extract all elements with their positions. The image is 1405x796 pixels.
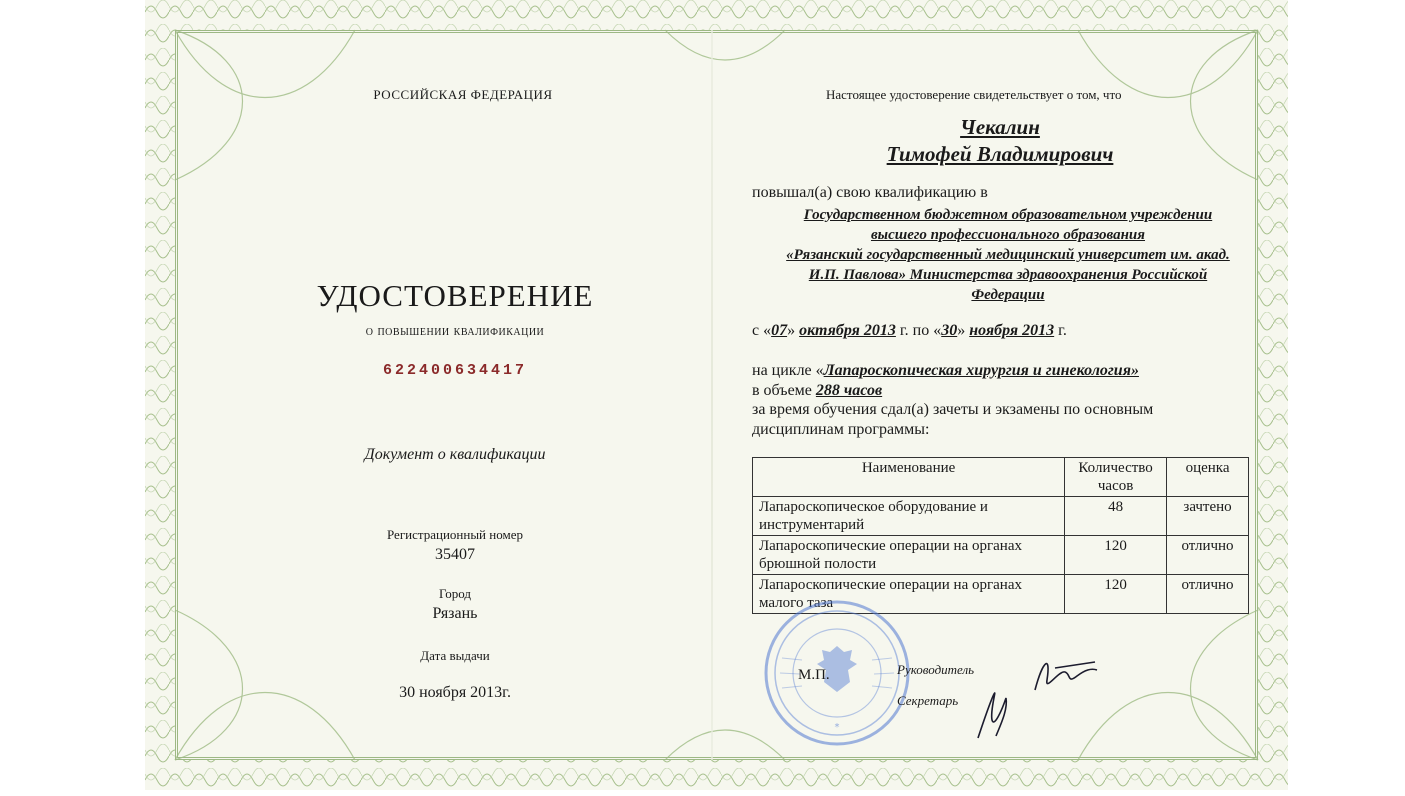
signature-secretary-icon: [970, 680, 1025, 745]
discipline-hours: 48: [1065, 497, 1167, 536]
discipline-grade: зачтено: [1167, 497, 1249, 536]
volume-prefix: в объеме: [752, 382, 812, 399]
volume-value: 288 часов: [815, 382, 883, 399]
document-title: УДОСТОВЕРЕНИЕ: [316, 278, 594, 313]
table-header: Количество часов: [1065, 458, 1167, 497]
secretary-label: Секретарь: [897, 693, 959, 708]
cycle-line: [752, 362, 1139, 380]
head-label: Руководитель: [897, 662, 975, 677]
discipline-grade: отлично: [1167, 536, 1249, 575]
discipline-hours: 120: [1065, 575, 1167, 614]
period-to-month-year: ноября 2013: [969, 322, 1055, 339]
qualification-text: повышал(а) свою квалификацию в: [752, 184, 988, 201]
period-from-prefix: с «: [752, 322, 772, 339]
discipline-name: Лапароскопическое оборудование и инструментарий: [753, 497, 1065, 536]
svg-text:*: *: [834, 722, 840, 733]
intro-text: Настоящее удостоверение свидетельствует о том, что: [826, 87, 1122, 102]
institution-block: [748, 205, 1268, 305]
table-header: Наименование: [753, 458, 1065, 497]
stamp-seal-icon: [762, 598, 912, 748]
table-row: [753, 536, 1249, 575]
discipline-hours: 120: [1065, 536, 1167, 575]
issue-date-label: Дата выдачи: [420, 648, 490, 663]
discipline-grade: отлично: [1167, 575, 1249, 614]
institution-line: высшего профессионального образования: [870, 227, 1146, 243]
cycle-name: Лапароскопическая хирургия и гинекология»: [823, 362, 1139, 379]
period-middle: г. по «: [899, 322, 942, 339]
table-row: [753, 497, 1249, 536]
exams-line-1: за время обучения сдал(а) зачеты и экзамены по основным: [752, 401, 1154, 418]
mp-label: М.П.: [798, 667, 830, 683]
study-period: [752, 322, 1067, 340]
certificate: [145, 0, 1288, 790]
period-from-month-year: октября 2013: [799, 322, 896, 339]
discipline-name: Лапароскопические операции на органах малого таза: [753, 575, 1065, 614]
institution-line: И.П. Павлова» Министерства здравоохранения Российской: [808, 267, 1208, 283]
institution-line: «Рязанский государственный медицинский университет им. акад.: [786, 247, 1230, 263]
city-value: Рязань: [432, 605, 478, 622]
period-suffix: г.: [1058, 322, 1067, 339]
cycle-prefix: на цикле «: [752, 362, 824, 379]
period-to-close: »: [957, 322, 966, 339]
serial-number: 622400634417: [382, 362, 528, 379]
document-type: Документ о квалификации: [364, 446, 546, 463]
period-from-close: »: [787, 322, 796, 339]
city-label: Город: [438, 586, 472, 601]
table-header-row: [753, 458, 1249, 497]
discipline-name: Лапароскопические операции на органах брюшной полости: [753, 536, 1065, 575]
holder-name: Тимофей Владимирович: [886, 142, 1114, 166]
period-to-day: 30: [941, 322, 958, 339]
institution-line: Государственном бюджетном образовательном учреждении: [803, 207, 1213, 223]
country-label: РОССИЙСКАЯ ФЕДЕРАЦИЯ: [373, 87, 553, 102]
period-from-day: 07: [771, 322, 788, 339]
exams-line-2: дисциплинам программы:: [752, 421, 930, 438]
disciplines-table: [752, 457, 1249, 614]
signature-head-icon: [1025, 650, 1105, 700]
document-subtitle: о повышении квалификации: [365, 324, 545, 339]
holder-surname: Чекалин: [960, 115, 1040, 139]
institution-line: Федерации: [971, 287, 1045, 303]
registration-number: 35407: [435, 546, 475, 563]
registration-label: Регистрационный номер: [387, 527, 523, 542]
volume-line: [752, 382, 882, 400]
fold-line: [711, 30, 713, 760]
table-header: оценка: [1167, 458, 1249, 497]
issue-date: 30 ноября 2013г.: [399, 684, 511, 701]
